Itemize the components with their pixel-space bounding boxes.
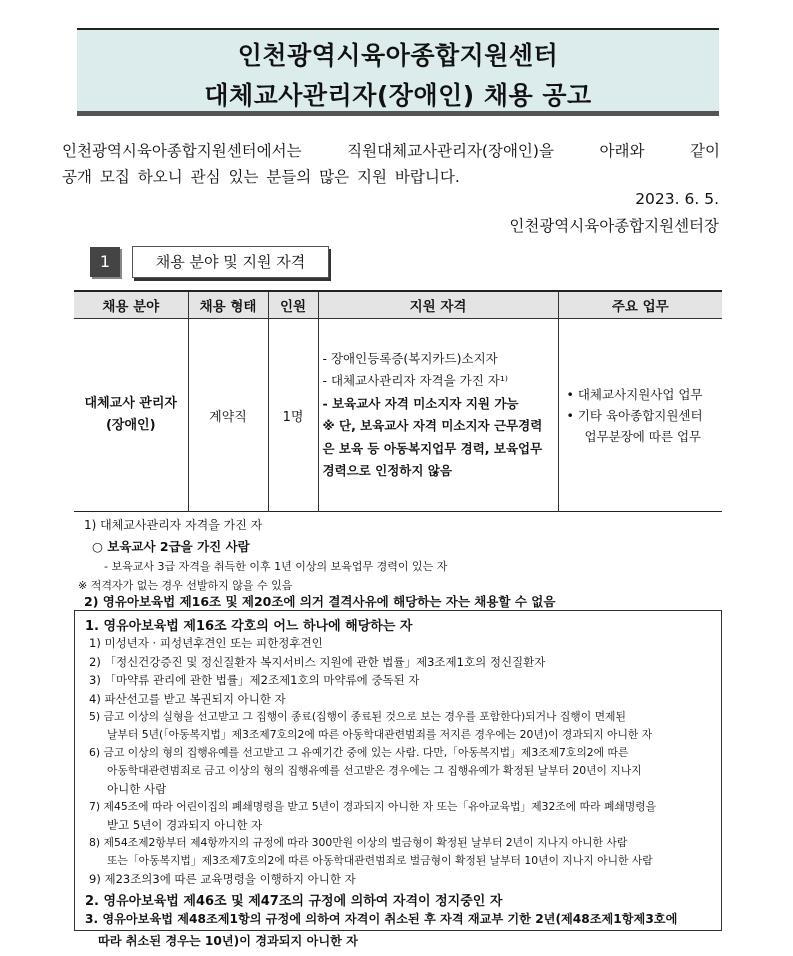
footnote-2: 2) 영유아보육법 제16조 및 제20조에 의거 결격사유에 해당하는 자는 채용할 수 없음 xyxy=(84,594,556,609)
title-line-1: 인천광역시육아종합지원센터 xyxy=(237,41,559,70)
disq-item: 7) 제45조에 따라 어린이집의 폐쇄명령을 받고 5년이 경과되지 아니한 자 또는「유아교육법」제32조에 따라 폐쇄명령을 xyxy=(89,800,657,813)
disq-item-cont: 받고 5년이 경과되지 아니한 자 xyxy=(107,818,263,832)
job-field-line-2: (장애인) xyxy=(105,418,156,433)
qual-item: - 장애인등록증(복지카드)소지자 xyxy=(322,350,498,366)
disq-item: 6) 금고 이상의 형의 집행유예를 선고받고 그 유예기간 중에 있는 사람. 다만,「아동복지법」제3조제7호의2에 따른 xyxy=(89,746,629,759)
footnote-1: 1) 대체교사관리자 자격을 가진 자 xyxy=(84,518,263,532)
section-number: 1 xyxy=(90,247,120,277)
disq-item: 8) 제54조제2항부터 제4항까지의 규정에 따라 300만원 이상의 벌금형이 확정된 날부터 2년이 지나지 아니한 사람 xyxy=(89,836,628,849)
qual-item: - 대체교사관리자 자격을 가진 자¹⁾ xyxy=(322,373,508,388)
recruitment-table xyxy=(74,290,722,512)
disq-item: 9) 제23조의3에 따른 교육명령을 이행하지 아니한 자 xyxy=(89,872,356,886)
duties-cell xyxy=(558,319,722,512)
title-line-2: 대체교사관리자(장애인) 채용 공고 xyxy=(204,81,592,110)
footnote-note: ※ 적격자가 없는 경우 선발하지 않을 수 있음 xyxy=(78,579,293,592)
table-row xyxy=(74,319,722,512)
disq-heading-3-cont: 따라 취소된 경우는 10년)이 경과되지 아니한 자 xyxy=(98,934,358,948)
qual-item: - 보육교사 자격 미소지자 지원 가능 xyxy=(322,395,519,411)
disq-heading-3: 3. 영유아보육법 제48조제1항의 규정에 의하여 자격이 취소된 후 자격 재교부 기한 2년(제48조제1항제3호에 xyxy=(85,912,678,926)
disq-item-cont: 아니한 사람 xyxy=(107,782,167,796)
disqualification-box xyxy=(74,610,722,931)
disq-item: 2) 「정신건강증진 및 정신질환자 복지서비스 지원에 관한 법률」제3조제1호의 정신질환자 xyxy=(89,655,546,669)
duty-item: 업무분장에 따른 업무 xyxy=(584,428,702,444)
footnote-qualification-detail: - 보육교사 3급 자격을 취득한 이후 1년 이상의 보육업무 경력이 있는 자 xyxy=(104,560,448,573)
disq-item: 3) 「마약류 관리에 관한 법률」제2조제1호의 마약류에 중독된 자 xyxy=(89,673,420,687)
disq-item-cont: 또는「아동복지법」제3조제7호의2에 따른 아동학대관련범죄로 벌금형이 확정된 날부터 10년이 지나지 아니한 사람 xyxy=(107,854,653,867)
table-header-row xyxy=(74,291,722,319)
header-duties: 주요 업무 xyxy=(558,291,722,319)
intro-line-1: 인천광역시육아종합지원센터에서는 직원대체교사관리자(장애인)을 아래와 같이 xyxy=(62,142,720,160)
disq-item: 5) 금고 이상의 실형을 선고받고 그 집행이 종료(집행이 종료된 것으로 보는 경우를 포함한다)되거나 집행이 면제된 xyxy=(89,710,626,723)
header-field: 채용 분야 xyxy=(74,291,188,319)
header-type: 채용 형태 xyxy=(188,291,268,319)
employment-type: 계약직 xyxy=(188,319,268,512)
issuing-org: 인천광역시육아종합지원센터장 xyxy=(509,217,719,235)
disq-item-cont: 날부터 5년(「아동복지법」제3조제7호의2에 따른 아동학대관련범죄를 저지른 경우에는 20년)이 경과되지 아니한 자 xyxy=(107,728,653,741)
job-field-cell xyxy=(74,319,188,512)
header-count: 인원 xyxy=(268,291,318,319)
disq-heading-2: 2. 영유아보육법 제46조 및 제47조의 규정에 의하여 자격이 정지중인 자 xyxy=(85,894,503,909)
disq-item-cont: 아동학대관련범죄로 금고 이상의 형의 집행유예를 선고받은 경우에는 그 집행유예가 확정된 날부터 20년이 지나지 xyxy=(107,764,642,777)
job-field-line-1: 대체교사 관리자 xyxy=(84,396,177,411)
qualifications-cell xyxy=(318,319,558,512)
disq-item: 1) 미성년자 · 피성년후견인 또는 피한정후견인 xyxy=(89,636,323,650)
header-qualifications: 지원 자격 xyxy=(318,291,558,319)
intro-line-2: 공개 모집 하오니 관심 있는 분들의 많은 지원 바랍니다. xyxy=(62,168,460,186)
duty-item: • 기타 육아종합지원센터 xyxy=(566,407,703,423)
duty-item: • 대체교사지원사업 업무 xyxy=(566,386,703,402)
section-title: 채용 분야 및 지원 자격 xyxy=(132,246,329,278)
disq-heading-1: 1. 영유아보육법 제16조 각호의 어느 하나에 해당하는 자 xyxy=(85,619,413,634)
headcount: 1명 xyxy=(268,319,318,512)
qual-note: 경력으로 인정하지 않음 xyxy=(322,463,452,478)
title-banner xyxy=(77,28,719,116)
disq-item: 4) 파산선고를 받고 복권되지 아니한 자 xyxy=(89,692,286,706)
qual-note: 은 보육 등 아동복지업무 경력, 보육업무 xyxy=(322,440,543,456)
qual-note: ※ 단, 보육교사 자격 미소지자 근무경력 xyxy=(322,418,543,433)
notice-date: 2023. 6. 5. xyxy=(635,190,719,208)
footnote-qualification: ○ 보육교사 2급을 가진 사람 xyxy=(92,539,250,554)
